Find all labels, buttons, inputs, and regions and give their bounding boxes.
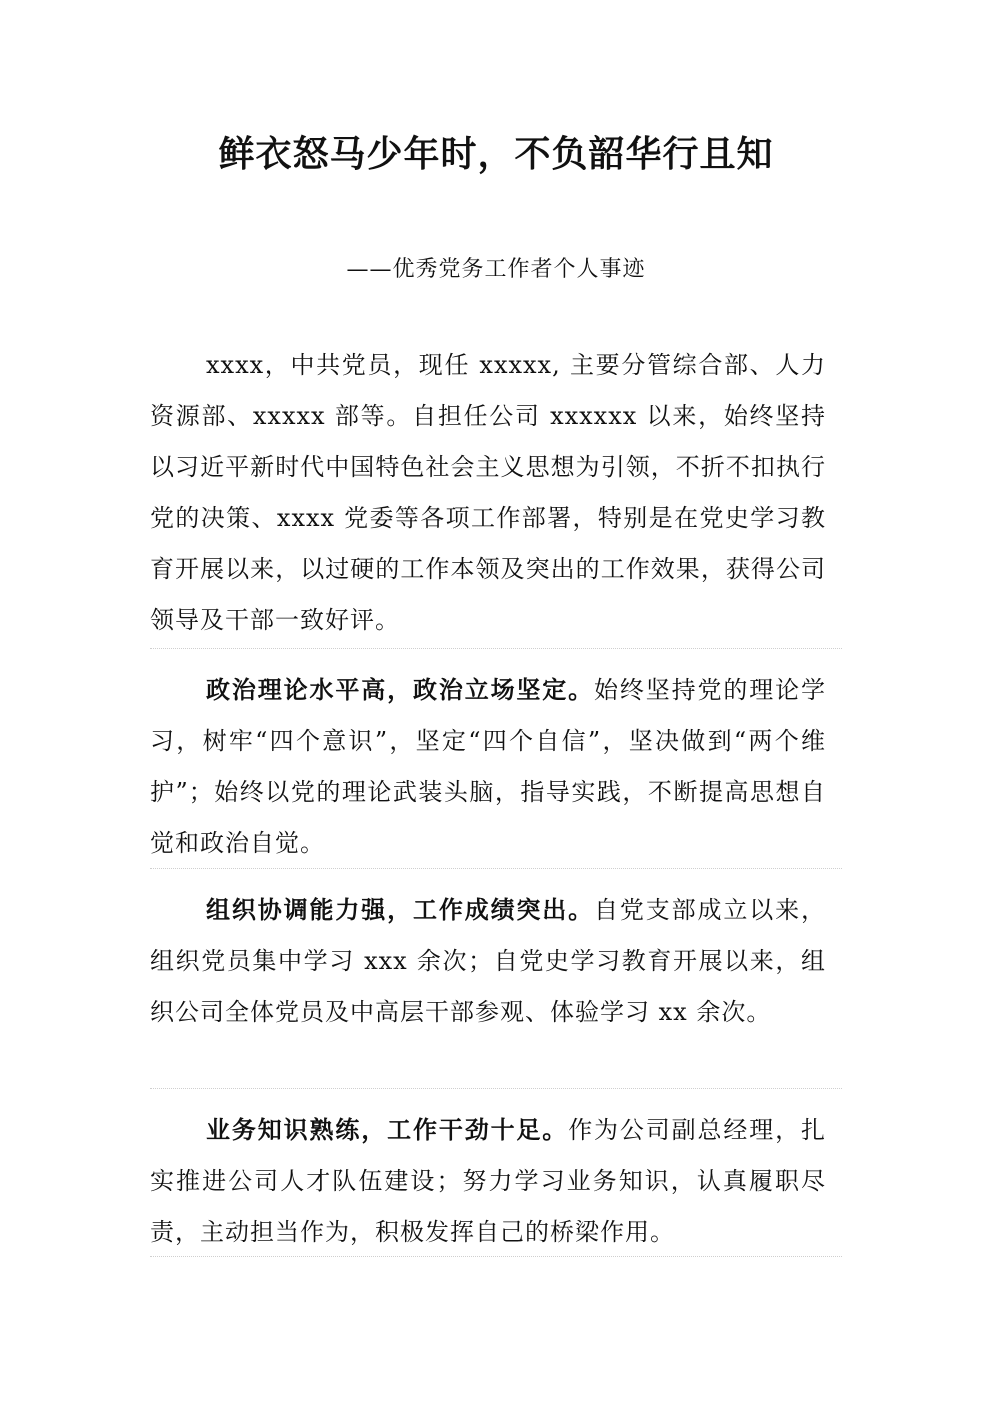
section-divider (150, 1256, 842, 1257)
section-divider (150, 1088, 842, 1089)
document-subtitle: ——优秀党务工作者个人事迹 (346, 257, 646, 282)
section-divider (150, 868, 842, 869)
paragraph-lead: 业务知识熟练，工作干劲十足。 (206, 1115, 569, 1144)
paragraph-body: 始终坚持党的理论学习，树牢“四个意识”，坚定“四个自信”，坚决做到“两个维护”；始终以党的理论武装头脑，指导实践，不断提高思想自觉和政治自觉。 (150, 676, 827, 857)
business-paragraph (150, 1104, 826, 1258)
intro-paragraph (150, 340, 826, 646)
organization-paragraph (150, 884, 826, 1038)
document-title: 鲜衣怒马少年时，不负韶华行且知 (218, 133, 774, 175)
paragraph-lead: 政治理论水平高，政治立场坚定。 (206, 675, 595, 704)
paragraph-body: xxxx，中共党员，现任 xxxxx, 主要分管综合部、人力资源部、xxxxx 部等。自担任公司 xxxxxx 以来，始终坚持以习近平新时代中国特色社会主义思想为引领，不折不扣执行党的决策、xxxx 党委等各项工作部署，特别是在党史学习教育开展以来，以过硬的工作本领及突出的工作效果，获得公司领导及干部一致好评。 (150, 351, 826, 634)
paragraph-body: 作为公司副总经理，扎实推进公司人才队伍建设；努力学习业务知识，认真履职尽责，主动担当作为，积极发挥自己的桥梁作用。 (150, 1116, 827, 1246)
section-divider (150, 648, 842, 649)
paragraph-lead: 组织协调能力强，工作成绩突出。 (206, 895, 595, 924)
political-theory-paragraph (150, 664, 826, 869)
paragraph-body: 自党支部成立以来，组织党员集中学习 xxx 余次；自党史学习教育开展以来，组织公司全体党员及中高层干部参观、体验学习 xx 余次。 (150, 896, 827, 1026)
